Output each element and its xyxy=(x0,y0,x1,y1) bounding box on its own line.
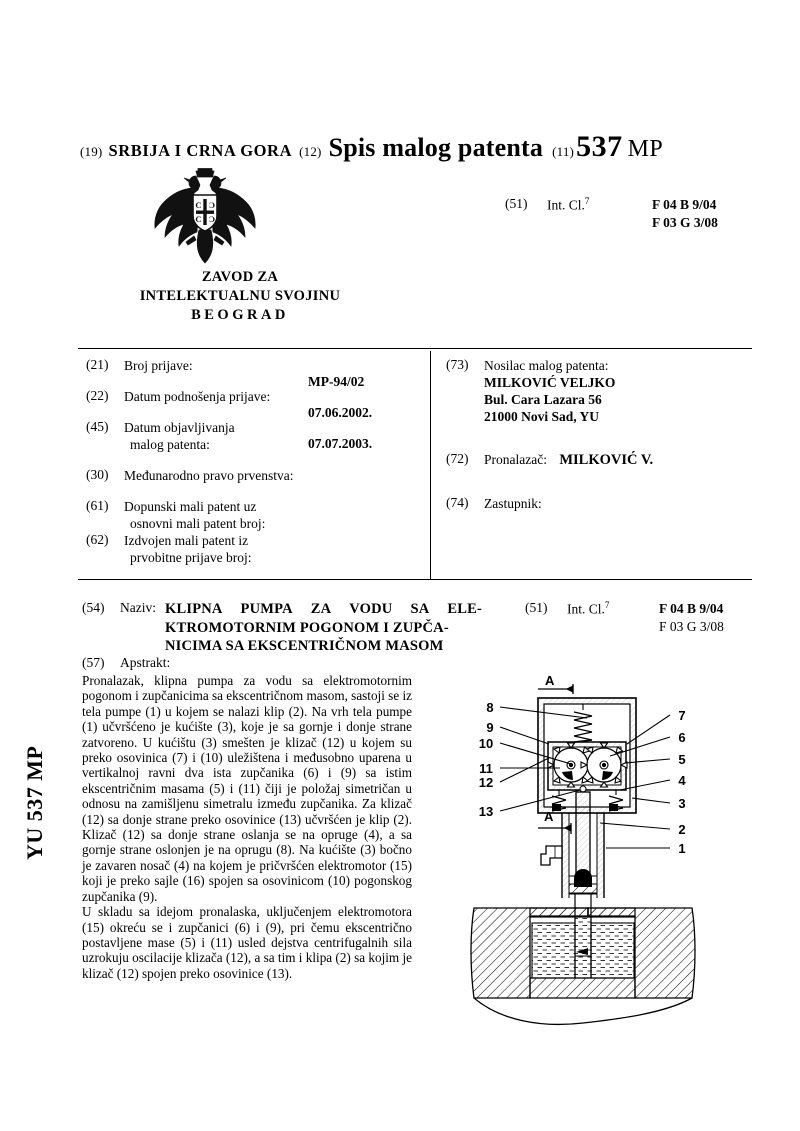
svg-text:Ɔ: Ɔ xyxy=(208,200,216,210)
bib-label-62-line2: prvobitne prijave broj: xyxy=(130,550,252,565)
title-label: Naziv: xyxy=(120,600,156,615)
intcl-edition-top: 7 xyxy=(584,196,590,206)
ref-label-9: 9 xyxy=(486,720,494,735)
inid-code-73: (73) xyxy=(446,357,469,372)
inventor-label: Pronalazač: xyxy=(484,452,547,467)
technical-drawing-figure xyxy=(470,668,760,1038)
abstract-label: Apstrakt: xyxy=(120,655,171,670)
holder-name: MILKOVIĆ VELJKO xyxy=(484,375,616,390)
bib-label-61-line1: Dopunski mali patent uz xyxy=(124,499,257,514)
bib-row-45 xyxy=(86,419,426,453)
invention-title-section xyxy=(82,600,482,656)
ref-label-8: 8 xyxy=(486,700,494,715)
title-word-4: SA xyxy=(410,601,430,617)
intcl-value-2-mid: F 03 G 3/08 xyxy=(659,619,724,634)
bibliographic-left-column xyxy=(86,357,426,566)
title-word-1: PUMPA xyxy=(240,601,293,617)
inid-code-12: (12) xyxy=(299,144,322,159)
bib-row-62 xyxy=(86,532,426,566)
svg-text:C: C xyxy=(195,214,202,224)
vertical-patent-label: YU 537 MP xyxy=(22,745,47,860)
intcl-values-mid xyxy=(659,600,724,636)
intcl-label-top: Int. Cl.$^7$ xyxy=(547,196,590,213)
bibliographic-data-table xyxy=(78,348,752,580)
ref-label-5: 5 xyxy=(678,752,686,767)
table-vertical-divider xyxy=(430,351,431,579)
intcl-value-1-mid: F 04 B 9/04 xyxy=(659,601,724,616)
bib-label-21: Broj prijave: xyxy=(124,358,193,373)
ref-label-11: 11 xyxy=(479,761,493,776)
bib-label-45-line1: Datum objavljivanja xyxy=(124,420,235,435)
svg-text:A: A xyxy=(545,673,555,688)
ref-label-13: 13 xyxy=(478,804,494,819)
bib-row-30 xyxy=(86,467,426,484)
section-mark-a-top xyxy=(538,673,573,694)
inid-code-11: (11) xyxy=(552,144,575,159)
bib-label-62 xyxy=(124,532,426,566)
office-line-2: INTELEKTUALNU SVOJINU xyxy=(139,288,341,304)
intcl-edition-mid: 7 xyxy=(604,600,610,610)
inventor-block xyxy=(484,451,746,469)
inid-code-22: (22) xyxy=(86,388,109,403)
bib-label-62-line1: Izdvojen mali patent iz xyxy=(124,533,249,548)
inid-code-54: (54) xyxy=(82,600,105,615)
inid-code-61: (61) xyxy=(86,498,109,513)
inid-code-51-top: (51) xyxy=(505,196,528,211)
bib-label-30: Međunarodno pravo prvenstva: xyxy=(124,468,294,483)
abstract-text xyxy=(82,673,412,981)
inid-code-19: (19) xyxy=(80,144,103,159)
abstract-heading xyxy=(82,655,170,671)
ref-label-12: 12 xyxy=(478,775,494,790)
ref-label-10: 10 xyxy=(478,736,494,751)
holder-block xyxy=(484,357,746,425)
title-word-3: VODU xyxy=(349,601,393,617)
intcl-value-2-top: F 03 G 3/08 xyxy=(652,215,718,230)
office-line-1: ZAVOD ZA xyxy=(201,269,279,285)
international-classification-mid xyxy=(525,600,724,636)
ref-label-6: 6 xyxy=(678,730,686,745)
holder-label: Nosilac malog patenta: xyxy=(484,358,609,373)
invention-title-line-2: KTROMOTORNIM POGONOM I ZUPČA- xyxy=(165,619,449,636)
inventor-name: MILKOVIĆ V. xyxy=(559,452,654,468)
inid-code-57: (57) xyxy=(82,655,105,670)
bib-label-45 xyxy=(124,419,426,453)
bibliographic-right-column xyxy=(446,357,746,526)
bib-row-72 xyxy=(446,451,746,469)
gear-right-6 xyxy=(581,743,627,787)
inid-code-62: (62) xyxy=(86,532,109,547)
svg-text:A: A xyxy=(544,809,554,824)
bib-row-22 xyxy=(86,388,426,420)
office-name xyxy=(80,268,400,325)
svg-text:Ɔ: Ɔ xyxy=(208,214,216,224)
intcl-label-mid: Int. Cl.$^7$ xyxy=(567,600,610,617)
bib-label-61 xyxy=(124,498,426,532)
inid-code-45: (45) xyxy=(86,419,109,434)
inid-code-30: (30) xyxy=(86,467,109,482)
inid-code-72: (72) xyxy=(446,451,469,466)
bib-label-45-line2: malog patenta: xyxy=(130,437,210,452)
abstract-paragraph-2: U skladu sa idejom pronalaska, uključenjem elektromotora (15) okreću se i zupčanici (6) i (9), pri čemu ekscentrično postavljene mase (5) i (11) usled dejstva centrifugalnih sila uzrokuju oscilacije klizača (12), a sa tim i klipa (2) sa kojim je klizač (12) spojen preko osovinice (13). xyxy=(82,904,412,981)
international-classification-top xyxy=(505,196,718,232)
bib-row-73 xyxy=(446,357,746,425)
ref-label-1: 1 xyxy=(678,841,686,856)
document-type-title: Spis malog patenta xyxy=(328,133,544,162)
patent-number: 537 xyxy=(576,130,623,163)
outlet-spout xyxy=(541,846,562,865)
filing-date-value: 07.06.2002. xyxy=(308,405,373,420)
invention-title-line-1 xyxy=(165,600,482,619)
svg-text:C: C xyxy=(195,200,202,210)
holder-city: 21000 Novi Sad, YU xyxy=(484,409,600,424)
intcl-values-top xyxy=(652,196,718,232)
pin-13 xyxy=(580,786,586,792)
abstract-paragraph-1: Pronalazak, klipna pumpa za vodu sa elektromotornim pogonom i zupčanicima sa ekscentričnom masom, sastoji se iz tela pumpe (1) u kojem se nalazi klip (2). Na vrh tela pumpe (1) učvršćeno je kućište (3), koje je sa gornje i donje strane zatvoreno. U kućištu (3) smešten je klizač (12) u kojem su preko osovinica (7) i (10) uležištena i međusobno uparena u vertikalnoj ravni dva ista zupčanika (6) i (9) sa istim ekscentričnim masama (5) i (11) čiji je položaj simetričan u odnosu na zamišljenu simetralu između zupčanika. Za klizač (12) sa donje strane preko osovinice (13) učvršćen je klip (2). Klizač (12) sa donje strane oslanja se na opruge (4), a sa gornje strane oslonjen je na oprugu (8). Na kućište (3) bočno je zavaren nosač (4) na kojem je pričvršćen elektromotor (15) koji je preko sajle (16) spojen sa osovinicom (10) pogonskog zupčanika (9). xyxy=(82,673,412,904)
ref-label-2: 2 xyxy=(678,822,686,837)
bib-row-21 xyxy=(86,357,426,389)
bib-label-22: Datum podnošenja prijave: xyxy=(124,389,271,404)
inid-code-51-mid: (51) xyxy=(525,600,548,615)
bib-row-74 xyxy=(446,495,746,512)
inid-code-21: (21) xyxy=(86,357,109,372)
holder-address: Bul. Cara Lazara 56 xyxy=(484,392,602,407)
ref-label-3: 3 xyxy=(678,796,686,811)
invention-title-line-3: NICIMA SA EKSCENTRIČNOM MASOM xyxy=(165,638,444,654)
invention-title xyxy=(165,600,482,656)
title-word-2: ZA xyxy=(310,601,332,617)
application-number-value: MP-94/02 xyxy=(308,374,365,389)
inid-code-74: (74) xyxy=(446,495,469,510)
bib-label-61-line2: osnovni mali patent broj: xyxy=(130,516,266,531)
ref-label-7: 7 xyxy=(678,708,686,723)
ref-label-4: 4 xyxy=(678,773,686,788)
country-name: SRBIJA I CRNA GORA xyxy=(108,141,293,160)
document-header xyxy=(80,130,750,164)
title-word-0: KLIPNA xyxy=(165,601,223,617)
office-city: BEOGRAD xyxy=(191,307,289,323)
intcl-value-1-top: F 04 B 9/04 xyxy=(652,197,717,212)
representative-label: Zastupnik: xyxy=(484,496,542,511)
serbian-coat-of-arms-icon xyxy=(152,168,258,272)
well-ground xyxy=(471,894,695,1024)
publication-date-value: 07.07.2003. xyxy=(308,436,373,451)
representative-block xyxy=(484,495,746,512)
bib-row-61 xyxy=(86,498,426,532)
piston-2 xyxy=(569,869,597,894)
patent-number-suffix: MP xyxy=(627,136,664,162)
title-word-5: ELE- xyxy=(447,601,482,617)
